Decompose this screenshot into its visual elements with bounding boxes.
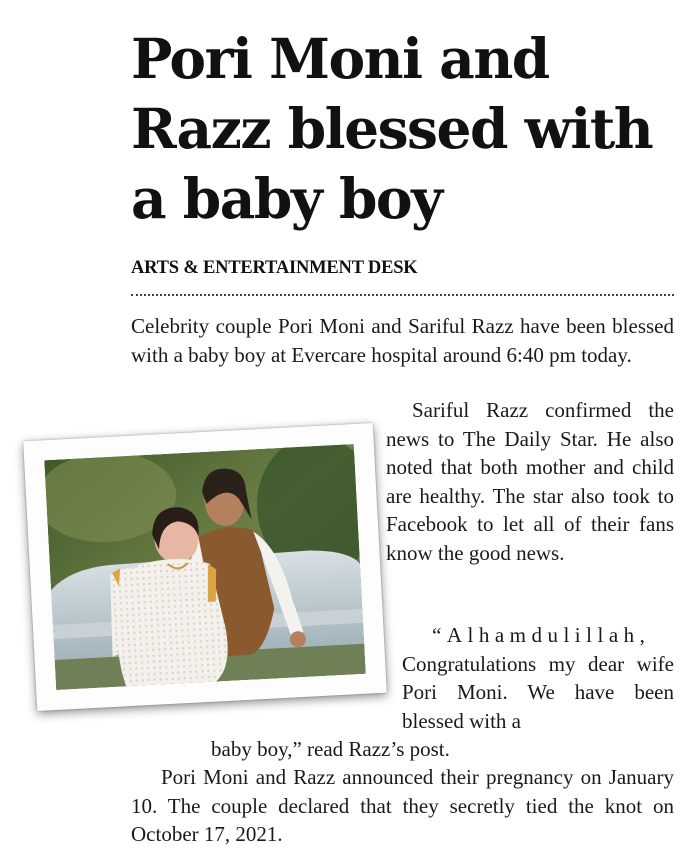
couple-photo <box>44 444 366 690</box>
paragraph-confirmation: Sariful Razz confirmed the news to The Daily Star. He also noted that both mother and child are healthy. The star also took to Facebook to let all of their fans know the good news. <box>386 398 674 565</box>
paragraph-intro: Celebrity couple Pori Moni and Sariful Razz have been blessed with a baby boy at Evercare hospital around 6:40 pm today. <box>131 314 674 367</box>
headline: Pori Moni and Razz blessed with a baby boy <box>131 26 653 231</box>
quote-opening: “Alhamdulillah, <box>432 623 651 647</box>
dotted-divider <box>131 294 674 296</box>
paragraph-quote <box>402 621 674 735</box>
couple-photo-image <box>44 444 366 690</box>
paragraph-quote-end: baby boy,” read Razz’s post. <box>211 737 450 761</box>
photo-frame <box>23 423 387 711</box>
byline-desk: ARTS & ENTERTAINMENT DESK <box>131 258 418 278</box>
paragraph-announcement: Pori Moni and Razz announced their pregnancy on January 10. The couple declared that they secretly tied the knot on October 17, 2021. <box>131 765 674 846</box>
quote-text: Congratulations my dear wife Pori Moni. We have been blessed with a <box>402 651 674 733</box>
